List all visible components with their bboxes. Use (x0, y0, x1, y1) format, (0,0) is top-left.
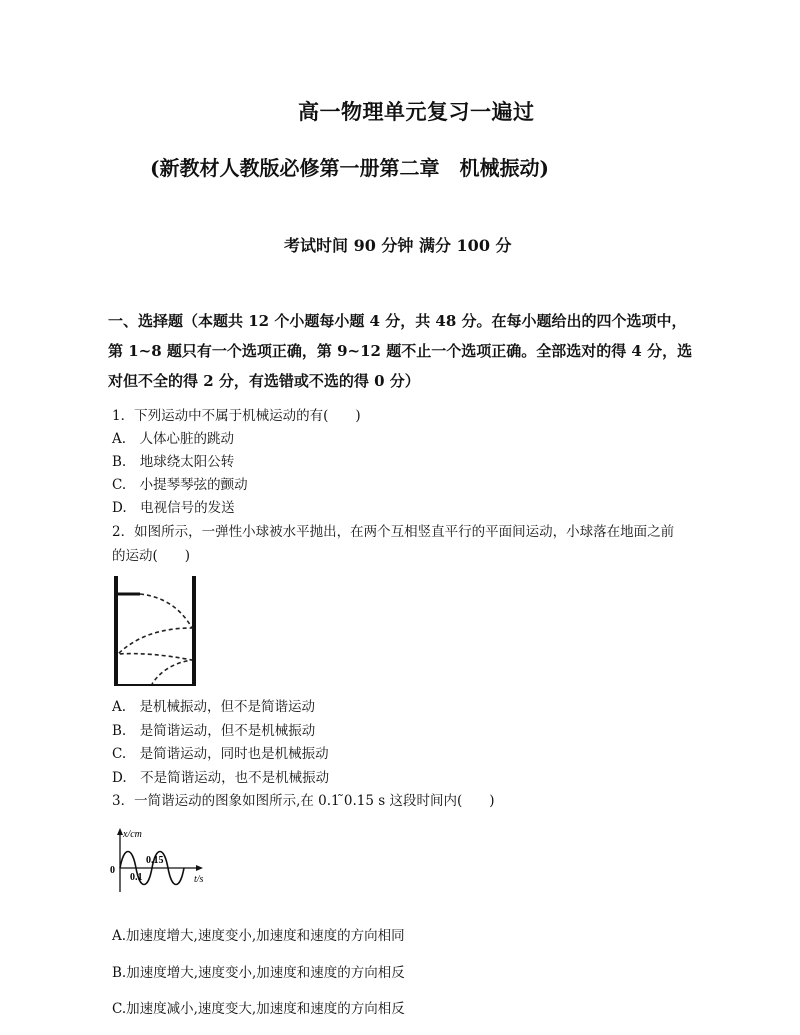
section-heading-line3: 对但不全的得 2 分，有选错或不选的得 0 分） (108, 372, 420, 390)
section-heading-line1: 一、选择题（本题共 12 个小题每小题 4 分，共 48 分。在每小题给出的四个选项中， (108, 312, 687, 330)
x-axis-arrow (196, 865, 203, 871)
left-wall (114, 576, 118, 686)
q3-option-a: A.加速度增大,速度变小,加速度和速度的方向相同 (112, 928, 405, 944)
q2-option-a: A. 是机械振动，但不是简谐运动 (112, 699, 316, 715)
right-wall (192, 576, 196, 686)
q1-option-d: D. 电视信号的发送 (112, 500, 235, 516)
q2-figure-bouncing-ball (110, 574, 200, 689)
q3-figure-shm-graph (106, 826, 216, 896)
y-axis-label: x/cm (123, 829, 142, 840)
page-subtitle: (新教材人教版必修第一册第二章 机械振动) (150, 156, 549, 180)
tick-label-0.15: 0.15 (146, 855, 164, 866)
q2-option-d: D. 不是简谐运动，也不是机械振动 (112, 770, 330, 786)
q1-option-a: A. 人体心脏的跳动 (112, 431, 235, 447)
q2-option-b: B. 是简谐运动，但不是机械振动 (112, 723, 316, 739)
section-heading-line2: 第 1~8 题只有一个选项正确，第 9~12 题不止一个选项正确。全部选对的得 4 分，选 (108, 342, 693, 360)
q3-stem: 3．一简谐运动的图象如图所示,在 0.1 ̃0.15 s 这段时间内( ) (112, 793, 495, 809)
x-axis-label: t/s (194, 874, 204, 885)
q2-stem-line2: 的运动( ) (112, 548, 191, 564)
exam-info: 考试时间 90 分钟 满分 100 分 (284, 236, 512, 255)
q3-option-c: C.加速度减小,速度变大,加速度和速度的方向相反 (112, 1001, 405, 1017)
q3-option-b: B.加速度增大,速度变小,加速度和速度的方向相反 (112, 965, 405, 981)
q2-stem-line1: 2．如图所示，一弹性小球被水平抛出，在两个互相竖直平行的平面间运动，小球落在地面之前 (112, 524, 675, 540)
q2-option-c: C. 是简谐运动，同时也是机械振动 (112, 746, 329, 762)
q1-option-c: C. 小提琴琴弦的颤动 (112, 477, 248, 493)
q1-option-b: B. 地球绕太阳公转 (112, 454, 235, 470)
q1-stem: 1．下列运动中不属于机械运动的有( ) (112, 408, 361, 424)
trajectory-path (118, 594, 192, 684)
page-title: 高一物理单元复习一遍过 (298, 99, 535, 124)
tick-label-0.1: 0.1 (130, 872, 143, 883)
origin-label: 0 (110, 865, 115, 876)
